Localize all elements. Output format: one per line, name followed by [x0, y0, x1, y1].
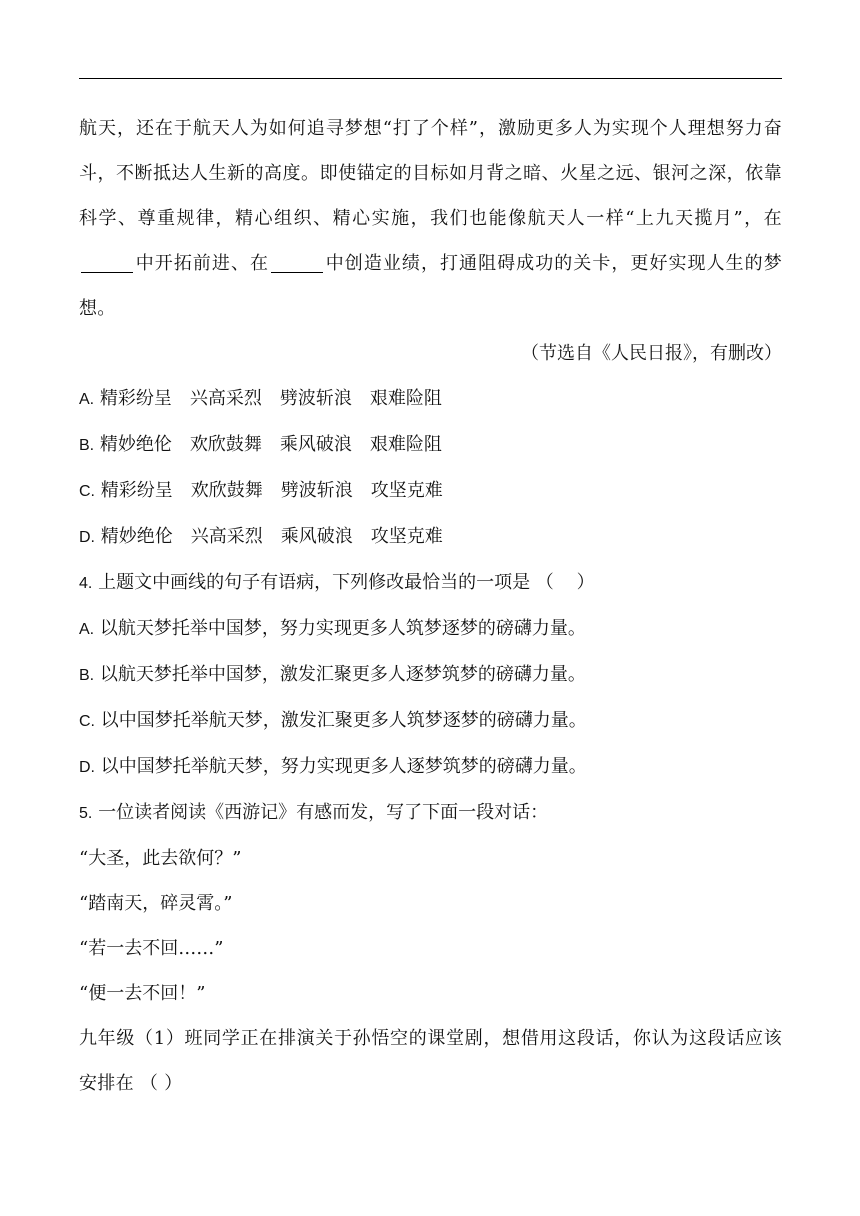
q5-question: 九年级（1）班同学正在排演关于孙悟空的课堂剧，想借用这段话，你认为这段话应该安排在 （ ） — [79, 1028, 782, 1094]
passage-paragraph — [79, 106, 782, 331]
option-letter: A. — [79, 621, 95, 638]
q3-option-c: C. 精彩纷呈 欢欣鼓舞 劈波斩浪 攻坚克难 — [79, 480, 443, 501]
question-number: 5. — [79, 805, 93, 822]
dialogue-line: “若一去不回……” — [79, 938, 224, 959]
q4-option-b: B. 以航天梦托举中国梦，激发汇聚更多人逐梦筑梦的磅礴力量。 — [79, 664, 586, 685]
q3-option-d: D. 精妙绝伦 兴高采烈 乘风破浪 攻坚克难 — [79, 526, 443, 547]
passage-part-3: 中创造业绩，打通阻碍成功的关卡，更好实现人生的梦想。 — [79, 253, 782, 319]
document-page — [79, 106, 782, 1106]
q4-stem: 4. 上题文中画线的句子有语病，下列修改最恰当的一项是 （ ） — [79, 572, 595, 593]
q3-option-b: B. 精妙绝伦 欢欣鼓舞 乘风破浪 艰难险阻 — [79, 434, 442, 455]
fill-blank-2 — [271, 252, 323, 273]
option-letter: C. — [79, 713, 95, 730]
passage-source: （节选自《人民日报》，有删改） — [521, 343, 782, 364]
option-letter: B. — [79, 437, 95, 454]
passage-part-1: 航天，还在于航天人为如何追寻梦想“打了个样”，激励更多人为实现个人理想努力奋斗，不断抵达人生新的高度。即使锚定的目标如月背之暗、火星之远、银河之深，依靠科学、尊重规律，精心组织、精心实施，我们也能像航天人一样“上九天揽月”，在 — [79, 118, 782, 229]
option-letter: B. — [79, 667, 95, 684]
q4-option-a: A. 以航天梦托举中国梦，努力实现更多人筑梦逐梦的磅礴力量。 — [79, 618, 586, 639]
q5-stem: 5. 一位读者阅读《西游记》有感而发，写了下面一段对话： — [79, 802, 549, 823]
passage-part-2: 中开拓前进、在 — [135, 253, 270, 274]
q4-option-c: C. 以中国梦托举航天梦，激发汇聚更多人筑梦逐梦的磅礴力量。 — [79, 710, 587, 731]
option-letter: C. — [79, 483, 95, 500]
dialogue-line: “大圣，此去欲何？” — [79, 848, 242, 869]
question-number: 4. — [79, 575, 93, 592]
fill-blank-1 — [81, 252, 133, 273]
q4-option-d: D. 以中国梦托举航天梦，努力实现更多人逐梦筑梦的磅礴力量。 — [79, 756, 587, 777]
option-letter: A. — [79, 391, 95, 408]
option-letter: D. — [79, 529, 95, 546]
header-rule — [79, 78, 782, 79]
q3-option-a: A. 精彩纷呈 兴高采烈 劈波斩浪 艰难险阻 — [79, 388, 442, 409]
dialogue-line: “便一去不回！” — [79, 983, 206, 1004]
option-letter: D. — [79, 759, 95, 776]
dialogue-line: “踏南天，碎灵霄。” — [79, 893, 233, 914]
